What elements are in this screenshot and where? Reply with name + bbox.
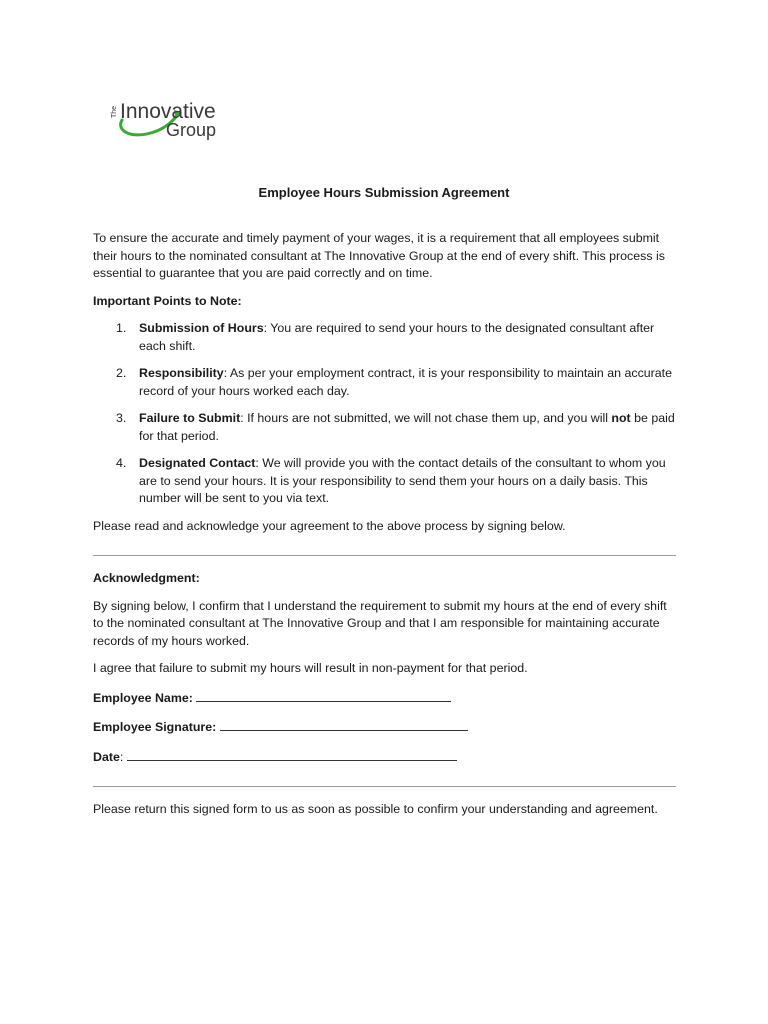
point-emphasis: not — [611, 411, 631, 425]
logo-text-group: Group — [166, 120, 217, 140]
point-text: : We will provide you with the contact details of the consultant to whom you are to send your hours. It is your responsibility to send them your hours on a daily basis. This number will be sent to you via text. — [139, 456, 666, 505]
point-text: : You are required to send your hours to the designated consultant after each shift. — [139, 321, 655, 353]
divider — [93, 555, 676, 556]
point-term: Responsibility — [139, 366, 224, 380]
logo-text-innovative: Innovative — [120, 100, 216, 123]
date-label: Date — [93, 749, 120, 764]
list-number: 3. — [116, 411, 127, 425]
employee-signature-label: Employee Signature: — [93, 720, 217, 734]
point-term: Submission of Hours — [139, 321, 264, 335]
employee-name-label: Employee Name: — [93, 690, 193, 705]
logo-text-the: The — [111, 105, 118, 118]
list-item — [93, 455, 678, 508]
employee-name-row — [93, 688, 678, 708]
points-heading: Important Points to Note: — [93, 293, 242, 308]
employee-name-field[interactable] — [196, 688, 451, 702]
list-item — [93, 320, 678, 355]
document-title: Employee Hours Submission Agreement — [258, 185, 510, 200]
logo-graphic — [108, 90, 238, 145]
list-number: 1. — [116, 321, 127, 335]
list-number: 2. — [116, 366, 127, 380]
list-item — [93, 410, 678, 445]
employee-signature-row — [93, 717, 678, 737]
divider — [93, 786, 676, 787]
points-list — [93, 320, 678, 508]
employee-signature-field[interactable] — [220, 717, 468, 731]
date-row: Date: — [93, 747, 678, 767]
closing-paragraph: Please return this signed form to us as soon as possible to confirm your understanding and agreement. — [93, 802, 658, 816]
acknowledge-prompt: Please read and acknowledge your agreement to the above process by signing below. — [93, 518, 566, 533]
acknowledgment-heading: Acknowledgment: — [93, 571, 200, 585]
acknowledgment-text: By signing below, I confirm that I understand the requirement to submit my hours at the end of every shift to the nominated consultant at The Innovative Group and that I am responsible for maintaining accurate records of my hours worked. — [93, 598, 667, 648]
point-text: : If hours are not submitted, we will not chase them up, and you will — [240, 411, 612, 425]
document-body — [93, 230, 678, 829]
point-term: Designated Contact — [139, 456, 256, 470]
point-term: Failure to Submit — [139, 411, 241, 425]
list-item — [93, 365, 678, 400]
point-text: be paid for that period. — [139, 411, 675, 443]
intro-paragraph: To ensure the accurate and timely payment of your wages, it is a requirement that all employees submit their hours to the nominated consultant at The Innovative Group at the end of every shift. This process is essential to guarantee that you are paid correctly and on time. — [93, 231, 665, 280]
list-number: 4. — [116, 456, 127, 470]
date-field[interactable] — [127, 747, 457, 761]
company-logo — [108, 90, 238, 145]
acknowledgment-agree: I agree that failure to submit my hours will result in non-payment for that period. — [93, 661, 528, 675]
point-text: : As per your employment contract, it is your responsibility to maintain an accurate record of your hours worked each day. — [139, 366, 673, 398]
